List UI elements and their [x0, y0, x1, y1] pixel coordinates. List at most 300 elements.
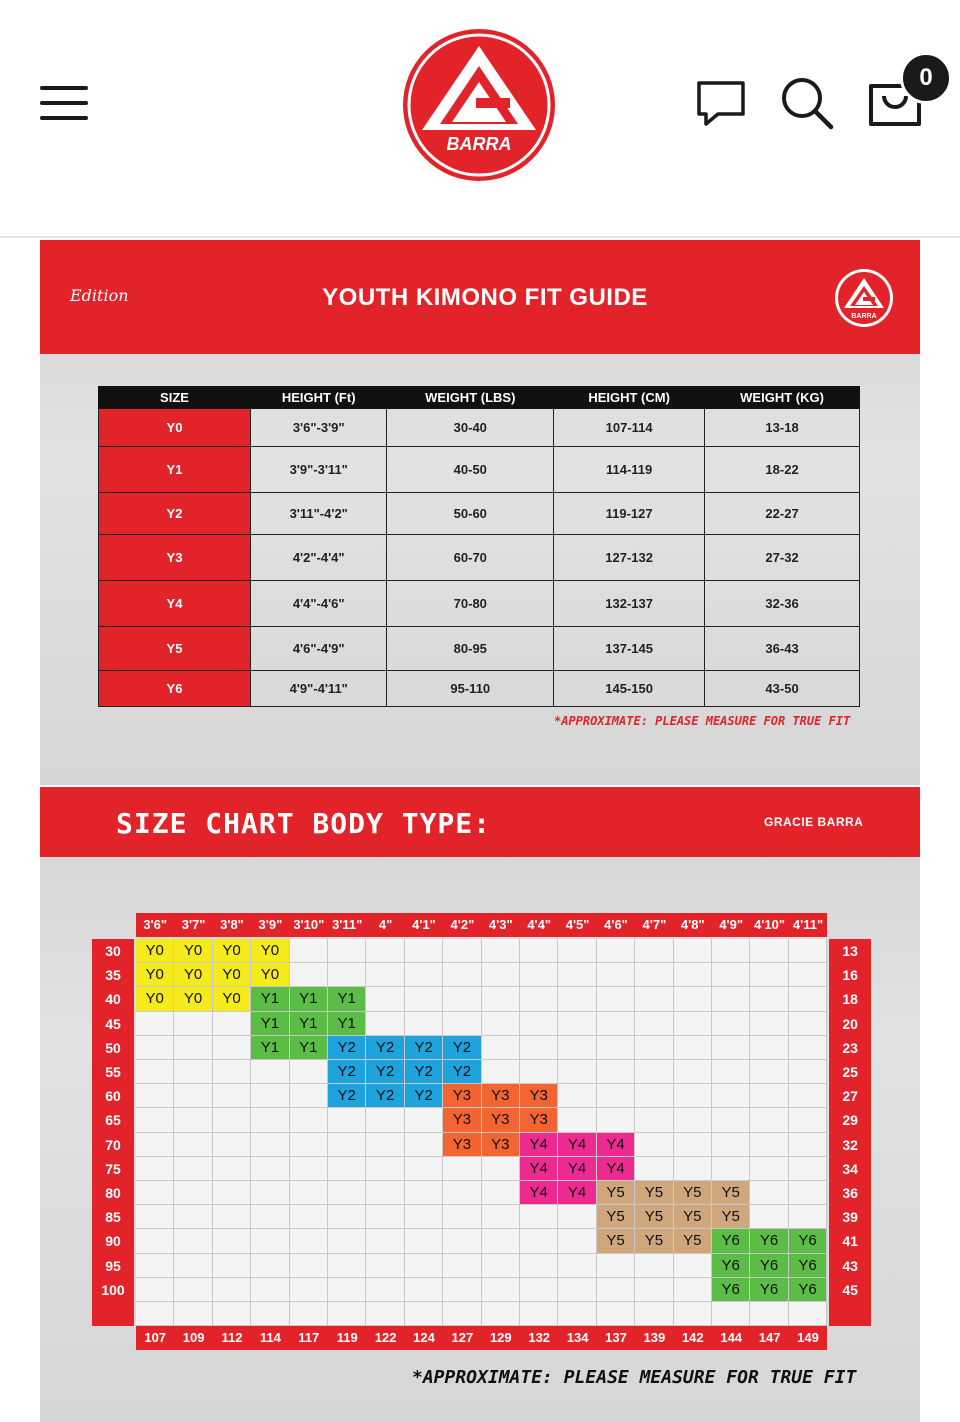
empty-cell [213, 1229, 251, 1253]
weight-kg-label: 18 [829, 987, 871, 1011]
size-cell-y6: Y6 [789, 1229, 827, 1253]
empty-cell [405, 987, 443, 1011]
height-ft-label: 4'2" [443, 913, 481, 937]
size-cell-y4: Y4 [558, 1181, 596, 1205]
height-cm-label: 147 [750, 1326, 788, 1350]
empty-cell [558, 1205, 596, 1229]
size-cell: Y2 [99, 493, 251, 535]
weight-kg-label: 20 [829, 1012, 871, 1036]
height-cm-label: 129 [482, 1326, 520, 1350]
empty-cell [328, 1229, 366, 1253]
body-type-note: *APPROXIMATE: PLEASE MEASURE FOR TRUE FIT [412, 1367, 857, 1388]
height-cm-label: 134 [558, 1326, 596, 1350]
size-cell-y3: Y3 [443, 1084, 481, 1108]
empty-cell [520, 1036, 558, 1060]
size-cell-y3: Y3 [520, 1084, 558, 1108]
empty-cell [213, 1254, 251, 1278]
size-cell-y3: Y3 [482, 1108, 520, 1132]
size-cell: Y5 [99, 627, 251, 671]
body-type-banner [40, 787, 920, 857]
empty-cell [482, 1012, 520, 1036]
height-ft-label: 4'5" [558, 913, 596, 937]
weight-lbs-label: 100 [92, 1278, 134, 1302]
empty-cell [213, 1108, 251, 1132]
empty-cell [712, 1157, 750, 1181]
weight-kg-label: 39 [829, 1205, 871, 1229]
size-cell-y1: Y1 [328, 987, 366, 1011]
empty-cell [597, 1108, 635, 1132]
empty-cell [597, 1012, 635, 1036]
height-cm-label: 149 [789, 1326, 827, 1350]
empty-cell [597, 939, 635, 963]
empty-cell [136, 1108, 174, 1132]
weight-lbs-label: 70 [92, 1133, 134, 1157]
empty-cell [635, 963, 673, 987]
empty-cell [789, 1157, 827, 1181]
height-cm-label: 142 [674, 1326, 712, 1350]
empty-cell [290, 1157, 328, 1181]
weight-kg-label: 27 [829, 1084, 871, 1108]
empty-cell [366, 1205, 404, 1229]
cart-count-badge: 0 [900, 52, 952, 104]
size-cell-y5: Y5 [674, 1205, 712, 1229]
empty-cell [405, 1205, 443, 1229]
table-cell: 4'2"-4'4" [251, 535, 387, 581]
empty-cell [635, 1157, 673, 1181]
empty-cell [290, 963, 328, 987]
height-ft-label: 4'7" [635, 913, 673, 937]
empty-cell [328, 939, 366, 963]
empty-cell [328, 1278, 366, 1302]
size-cell-y2: Y2 [328, 1036, 366, 1060]
empty-cell [443, 987, 481, 1011]
empty-cell [290, 1084, 328, 1108]
empty-cell [366, 1012, 404, 1036]
empty-cell [443, 1254, 481, 1278]
size-cell-y0: Y0 [213, 987, 251, 1011]
weight-lbs-label: 55 [92, 1060, 134, 1084]
empty-cell [251, 1229, 289, 1253]
empty-cell [674, 1108, 712, 1132]
empty-cell [558, 939, 596, 963]
empty-cell [674, 1254, 712, 1278]
empty-cell [482, 1254, 520, 1278]
empty-cell [482, 1036, 520, 1060]
empty-cell [750, 1108, 788, 1132]
empty-cell [290, 939, 328, 963]
empty-cell [558, 963, 596, 987]
menu-icon-bar [40, 116, 88, 120]
size-cell-y2: Y2 [366, 1084, 404, 1108]
body-type-title: SIZE CHART BODY TYPE: [116, 807, 492, 840]
empty-cell [482, 1181, 520, 1205]
table-cell: 132-137 [554, 581, 705, 627]
height-ft-label: 4'6" [597, 913, 635, 937]
size-cell-y4: Y4 [520, 1133, 558, 1157]
size-cell-y5: Y5 [635, 1205, 673, 1229]
empty-cell [712, 939, 750, 963]
height-ft-label: 3'8" [213, 913, 251, 937]
empty-cell [597, 1254, 635, 1278]
empty-cell [674, 987, 712, 1011]
empty-cell [405, 1229, 443, 1253]
size-cell-y2: Y2 [328, 1084, 366, 1108]
empty-cell [712, 1108, 750, 1132]
size-cell: Y3 [99, 535, 251, 581]
size-cell-y4: Y4 [558, 1133, 596, 1157]
height-ft-label: 4'3" [482, 913, 520, 937]
col-height-ft: HEIGHT (Ft) [251, 387, 387, 409]
empty-cell [174, 1205, 212, 1229]
barra-mini-logo [834, 268, 894, 328]
body-type-panel [40, 787, 920, 1422]
empty-cell [558, 1229, 596, 1253]
col-height-cm: HEIGHT (CM) [554, 387, 705, 409]
empty-cell [290, 1205, 328, 1229]
empty-cell [174, 1157, 212, 1181]
empty-cell [750, 1205, 788, 1229]
fit-guide-panel [40, 240, 920, 785]
barra-logo[interactable] [398, 24, 560, 186]
empty-cell [136, 1205, 174, 1229]
empty-cell [290, 1060, 328, 1084]
empty-cell [558, 1060, 596, 1084]
empty-cell [405, 939, 443, 963]
height-ft-label: 4'9" [712, 913, 750, 937]
weight-kg-label: 34 [829, 1157, 871, 1181]
empty-cell [520, 1012, 558, 1036]
weight-lbs-label: 80 [92, 1181, 134, 1205]
empty-cell [213, 1278, 251, 1302]
size-cell-y6: Y6 [750, 1278, 788, 1302]
empty-cell [674, 939, 712, 963]
empty-cell [366, 1181, 404, 1205]
size-cell-y3: Y3 [443, 1108, 481, 1132]
size-cell-y6: Y6 [789, 1278, 827, 1302]
table-row [99, 493, 860, 535]
empty-cell [789, 1205, 827, 1229]
empty-cell [405, 1157, 443, 1181]
height-cm-label: 139 [635, 1326, 673, 1350]
empty-cell [251, 1278, 289, 1302]
height-ft-label: 3'7" [174, 913, 212, 937]
empty-cell [558, 1254, 596, 1278]
logo-text: BARRA [446, 134, 512, 154]
empty-cell [443, 1157, 481, 1181]
size-cell-y5: Y5 [597, 1181, 635, 1205]
size-cell-y3: Y3 [482, 1084, 520, 1108]
empty-cell [674, 1084, 712, 1108]
empty-cell [789, 939, 827, 963]
empty-cell [789, 987, 827, 1011]
empty-cell [789, 963, 827, 987]
weight-lbs-label: 40 [92, 987, 134, 1011]
empty-cell [558, 1012, 596, 1036]
weight-lbs-label: 85 [92, 1205, 134, 1229]
table-row [99, 671, 860, 707]
empty-cell [405, 963, 443, 987]
empty-cell [366, 1278, 404, 1302]
empty-cell [635, 1302, 673, 1326]
height-cm-label: 124 [405, 1326, 443, 1350]
height-ft-label: 4" [366, 913, 404, 937]
empty-cell [750, 1012, 788, 1036]
weight-kg-label: 13 [829, 939, 871, 963]
empty-cell [750, 1133, 788, 1157]
height-cm-label: 137 [597, 1326, 635, 1350]
menu-button[interactable] [40, 86, 88, 120]
table-cell: 3'6"-3'9" [251, 409, 387, 447]
empty-cell [520, 939, 558, 963]
size-cell-y6: Y6 [712, 1229, 750, 1253]
weight-lbs-label: 95 [92, 1254, 134, 1278]
empty-cell [443, 1181, 481, 1205]
empty-cell [750, 1302, 788, 1326]
size-cell-y2: Y2 [328, 1060, 366, 1084]
table-cell: 114-119 [554, 447, 705, 493]
weight-kg-label: 23 [829, 1036, 871, 1060]
empty-cell [328, 1254, 366, 1278]
table-cell: 145-150 [554, 671, 705, 707]
empty-cell [597, 1060, 635, 1084]
empty-cell [712, 1012, 750, 1036]
empty-cell [789, 1012, 827, 1036]
empty-cell [712, 963, 750, 987]
empty-cell [136, 1157, 174, 1181]
empty-cell [482, 1302, 520, 1326]
empty-cell [789, 1181, 827, 1205]
empty-cell [290, 1181, 328, 1205]
weight-kg-label: 36 [829, 1181, 871, 1205]
empty-cell [712, 1060, 750, 1084]
empty-cell [482, 1157, 520, 1181]
fit-guide-note: *APPROXIMATE: PLEASE MEASURE FOR TRUE FIT [554, 714, 851, 728]
table-cell: 3'11"-4'2" [251, 493, 387, 535]
empty-cell [443, 1302, 481, 1326]
empty-cell [520, 1254, 558, 1278]
empty-cell [520, 963, 558, 987]
size-cell-y4: Y4 [597, 1157, 635, 1181]
empty-cell [520, 1229, 558, 1253]
empty-cell [290, 1108, 328, 1132]
col-size: SIZE [99, 387, 251, 409]
weight-lbs-label: 75 [92, 1157, 134, 1181]
mini-logo-text: BARRA [851, 313, 877, 320]
size-cell-y5: Y5 [597, 1229, 635, 1253]
empty-cell [482, 1205, 520, 1229]
empty-cell [213, 1157, 251, 1181]
table-cell: 127-132 [554, 535, 705, 581]
size-cell-y1: Y1 [290, 1036, 328, 1060]
height-cm-label: 109 [174, 1326, 212, 1350]
size-cell-y2: Y2 [405, 1060, 443, 1084]
weight-kg-label: 16 [829, 963, 871, 987]
chat-button[interactable] [696, 78, 746, 128]
size-cell-y5: Y5 [674, 1181, 712, 1205]
empty-cell [213, 1012, 251, 1036]
weight-lbs-label: 30 [92, 939, 134, 963]
empty-cell [366, 1229, 404, 1253]
empty-cell [405, 1181, 443, 1205]
empty-cell [251, 1181, 289, 1205]
table-cell: 119-127 [554, 493, 705, 535]
table-cell: 80-95 [387, 627, 554, 671]
table-cell: 107-114 [554, 409, 705, 447]
table-cell: 4'4"-4'6" [251, 581, 387, 627]
empty-cell [213, 1302, 251, 1326]
fit-guide-banner [40, 240, 920, 354]
empty-cell [558, 1084, 596, 1108]
empty-cell [674, 1060, 712, 1084]
empty-cell [366, 1302, 404, 1326]
empty-cell [213, 1205, 251, 1229]
size-cell: Y0 [99, 409, 251, 447]
empty-cell [328, 1157, 366, 1181]
size-cell-y3: Y3 [443, 1133, 481, 1157]
empty-cell [290, 1278, 328, 1302]
empty-cell [635, 939, 673, 963]
empty-cell [558, 1108, 596, 1132]
height-cm-label: 122 [366, 1326, 404, 1350]
table-row [99, 535, 860, 581]
empty-cell [290, 1229, 328, 1253]
empty-cell [366, 1133, 404, 1157]
empty-cell [328, 1181, 366, 1205]
empty-cell [328, 963, 366, 987]
empty-cell [443, 939, 481, 963]
table-cell: 4'9"-4'11" [251, 671, 387, 707]
size-cell-y6: Y6 [712, 1254, 750, 1278]
size-cell-y2: Y2 [443, 1060, 481, 1084]
empty-cell [635, 1060, 673, 1084]
size-cell-y5: Y5 [674, 1229, 712, 1253]
empty-cell [482, 939, 520, 963]
empty-cell [328, 1205, 366, 1229]
height-cm-label: 144 [712, 1326, 750, 1350]
table-cell: 40-50 [387, 447, 554, 493]
size-cell-y0: Y0 [251, 939, 289, 963]
empty-cell [597, 1036, 635, 1060]
empty-cell [213, 1084, 251, 1108]
size-cell-y2: Y2 [366, 1036, 404, 1060]
empty-cell [750, 963, 788, 987]
height-cm-label: 107 [136, 1326, 174, 1350]
empty-cell [750, 1181, 788, 1205]
height-cm-label: 119 [328, 1326, 366, 1350]
empty-cell [635, 1036, 673, 1060]
height-ft-label: 3'11" [328, 913, 366, 937]
empty-cell [674, 963, 712, 987]
height-cm-label: 114 [251, 1326, 289, 1350]
empty-cell [136, 1181, 174, 1205]
empty-cell [674, 1012, 712, 1036]
empty-cell [174, 1060, 212, 1084]
table-cell: 95-110 [387, 671, 554, 707]
size-cell: Y6 [99, 671, 251, 707]
size-cell-y4: Y4 [558, 1157, 596, 1181]
empty-cell [635, 1084, 673, 1108]
table-cell: 43-50 [705, 671, 860, 707]
empty-cell [635, 1133, 673, 1157]
size-cell-y3: Y3 [482, 1133, 520, 1157]
empty-cell [520, 987, 558, 1011]
empty-cell [251, 1302, 289, 1326]
empty-cell [290, 1133, 328, 1157]
empty-cell [750, 939, 788, 963]
empty-cell [174, 1229, 212, 1253]
height-ft-label: 4'4" [520, 913, 558, 937]
empty-cell [174, 1036, 212, 1060]
empty-cell [136, 1302, 174, 1326]
empty-cell [712, 987, 750, 1011]
empty-cell [482, 1060, 520, 1084]
search-button[interactable] [780, 76, 834, 130]
empty-cell [174, 1302, 212, 1326]
empty-cell [328, 1108, 366, 1132]
empty-cell [405, 1133, 443, 1157]
empty-cell [366, 987, 404, 1011]
size-cell-y4: Y4 [520, 1181, 558, 1205]
empty-cell [290, 1302, 328, 1326]
empty-cell [597, 987, 635, 1011]
empty-cell [558, 1278, 596, 1302]
size-cell-y1: Y1 [328, 1012, 366, 1036]
empty-cell [328, 1302, 366, 1326]
empty-cell [750, 987, 788, 1011]
size-cell-y0: Y0 [136, 987, 174, 1011]
empty-cell [251, 1205, 289, 1229]
table-cell: 4'6"-4'9" [251, 627, 387, 671]
empty-cell [789, 1302, 827, 1326]
table-row [99, 409, 860, 447]
empty-cell [597, 1302, 635, 1326]
empty-cell [750, 1157, 788, 1181]
empty-cell [520, 1302, 558, 1326]
size-cell-y0: Y0 [213, 963, 251, 987]
table-cell: 13-18 [705, 409, 860, 447]
height-ft-label: 4'8" [674, 913, 712, 937]
table-row [99, 581, 860, 627]
size-cell-y0: Y0 [174, 963, 212, 987]
site-header [0, 0, 960, 238]
empty-cell [482, 1229, 520, 1253]
empty-cell [674, 1278, 712, 1302]
empty-cell [597, 963, 635, 987]
empty-cell [251, 1084, 289, 1108]
empty-cell [443, 1205, 481, 1229]
size-cell-y6: Y6 [750, 1229, 788, 1253]
empty-cell [789, 1036, 827, 1060]
weight-kg-label: 25 [829, 1060, 871, 1084]
weight-kg-label: 29 [829, 1108, 871, 1132]
size-cell-y5: Y5 [712, 1181, 750, 1205]
table-cell: 50-60 [387, 493, 554, 535]
empty-cell [635, 1108, 673, 1132]
height-cm-label: 127 [443, 1326, 481, 1350]
table-cell: 30-40 [387, 409, 554, 447]
empty-cell [136, 1278, 174, 1302]
size-cell-y2: Y2 [366, 1060, 404, 1084]
size-cell: Y4 [99, 581, 251, 627]
table-cell: 3'9"-3'11" [251, 447, 387, 493]
empty-cell [789, 1133, 827, 1157]
size-cell-y5: Y5 [635, 1181, 673, 1205]
empty-cell [482, 1278, 520, 1302]
search-icon [780, 76, 834, 130]
empty-cell [405, 1108, 443, 1132]
empty-cell [366, 939, 404, 963]
empty-cell [366, 1254, 404, 1278]
